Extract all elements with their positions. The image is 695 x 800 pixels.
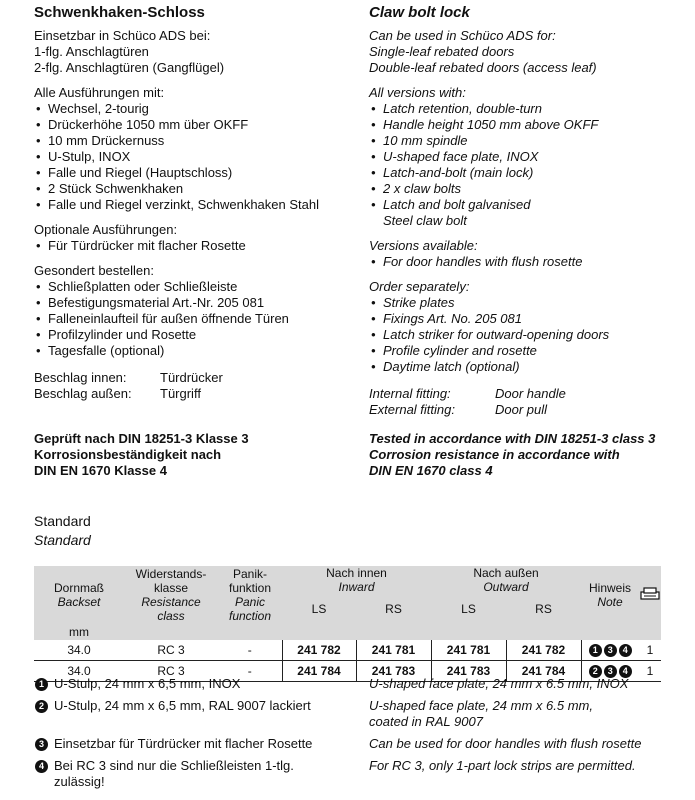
- cell-outward-rs: 241 782: [506, 640, 581, 661]
- printer-icon: [639, 587, 661, 601]
- cell-resistance: RC 3: [124, 640, 218, 661]
- col-outward: [431, 566, 581, 594]
- tested-de: [34, 431, 354, 479]
- fitting-value: Door handle: [495, 386, 566, 401]
- list-item: • U-Stulp, INOX: [34, 149, 354, 165]
- list-item: • Handle height 1050 mm above OKFF: [369, 117, 689, 133]
- note-marker: 4: [35, 760, 48, 773]
- intro-line: Double-leaf rebated doors (access leaf): [369, 60, 597, 75]
- list-item: • Latch retention, double-turn: [369, 101, 689, 117]
- list-item: • Latch-and-bolt (main lock): [369, 165, 689, 181]
- tested-line: DIN EN 1670 class 4: [369, 463, 493, 478]
- intro-line: 1-flg. Anschlagtüren: [34, 44, 149, 59]
- intro-line: Single-leaf rebated doors: [369, 44, 515, 59]
- tested-en: [369, 431, 689, 479]
- intro-line: 2-flg. Anschlagtüren (Gangflügel): [34, 60, 225, 75]
- list-item: • 2 Stück Schwenkhaken: [34, 181, 354, 197]
- list-item: • Fixings Art. No. 205 081: [369, 311, 689, 327]
- footnote-en: For RC 3, only 1-part lock strips are permitted.: [369, 758, 636, 773]
- col-outward-ls: LS: [431, 594, 506, 624]
- optional-en: [369, 238, 689, 270]
- fitting-value: Türdrücker: [160, 370, 223, 385]
- footnote-de: U-Stulp, 24 mm x 6,5 mm, INOX: [54, 676, 241, 691]
- cell-inward-rs: 241 781: [356, 640, 431, 661]
- footnote-de: U-Stulp, 24 mm x 6,5 mm, RAL 9007 lackiert: [54, 698, 311, 713]
- table-row: [34, 640, 661, 661]
- header-text: Panik-: [232, 567, 267, 581]
- header-text: Note: [597, 595, 623, 609]
- list-item: • Falle und Riegel (Hauptschloss): [34, 165, 354, 181]
- cell-backset: 34.0: [34, 661, 124, 682]
- list-item: • Falle und Riegel verzinkt, Schwenkhaken Stahl: [34, 197, 354, 213]
- header-text: Dornmaß: [53, 581, 104, 595]
- cell-notes: [581, 640, 639, 661]
- note-marker: 2: [35, 700, 48, 713]
- list-item: • Falleneinlaufteil für außen öffnende Türen: [34, 311, 354, 327]
- cell-panic: -: [218, 661, 282, 682]
- note-marker: 4: [619, 665, 632, 678]
- footnote-en: U-shaped face plate, 24 mm x 6.5 mm, INOX: [369, 676, 629, 691]
- title-de: Schwenkhaken-Schloss: [34, 4, 205, 21]
- list-item: • Für Türdrücker mit flacher Rosette: [34, 238, 354, 254]
- fitting-label: Beschlag innen:: [34, 370, 127, 385]
- tested-line: DIN EN 1670 Klasse 4: [34, 463, 167, 478]
- standard-en: Standard: [34, 532, 91, 548]
- header-text: Resistance: [141, 595, 201, 609]
- col-inward: [282, 566, 431, 594]
- tested-line: Korrosionsbeständigkeit nach: [34, 447, 222, 462]
- note-marker: 1: [35, 678, 48, 691]
- footnote: [34, 758, 674, 790]
- cell-inward-rs: 241 783: [356, 661, 431, 682]
- footnotes: [34, 676, 674, 796]
- footnote: [34, 676, 674, 692]
- cell-outward-ls: 241 781: [431, 640, 506, 661]
- list-item: [369, 197, 689, 229]
- spec-table: [34, 566, 661, 682]
- printer-icon: [639, 566, 661, 624]
- col-inward-rs: RS: [356, 594, 431, 624]
- col-note: [581, 566, 639, 624]
- cell-inward-ls: 241 782: [282, 640, 356, 661]
- fitting-en: [369, 386, 689, 418]
- note-marker: 1: [589, 644, 602, 657]
- fitting-value: Door pull: [495, 402, 548, 417]
- section-heading: Gesondert bestellen:: [34, 263, 154, 278]
- footnote: [34, 736, 674, 752]
- fitting-value: Türgriff: [160, 386, 201, 401]
- footnote-de: Einsetzbar für Türdrücker mit flacher Rosette: [54, 736, 313, 751]
- list-item: • 10 mm Drückernuss: [34, 133, 354, 149]
- section-heading: All versions with:: [369, 85, 466, 100]
- unit-mm: mm: [34, 624, 124, 640]
- standard-de: Standard: [34, 513, 91, 529]
- cell-qty: 1: [639, 661, 661, 682]
- english-column: [369, 0, 689, 479]
- col-backset: [34, 566, 124, 624]
- intro-en: [369, 28, 689, 76]
- header-text: funktion: [228, 581, 272, 595]
- list-item: • Daytime latch (optional): [369, 359, 689, 375]
- intro-line: Can be used in Schüco ADS for:: [369, 28, 556, 43]
- list-item: • Drückerhöhe 1050 mm über OKFF: [34, 117, 354, 133]
- col-panic: [218, 566, 282, 624]
- note-marker: 3: [604, 644, 617, 657]
- col-resistance: [124, 566, 218, 624]
- cell-inward-ls: 241 784: [282, 661, 356, 682]
- title-en: Claw bolt lock: [369, 4, 470, 21]
- cell-outward-rs: 241 784: [506, 661, 581, 682]
- header-text: Widerstands-: [135, 567, 207, 581]
- note-marker: 3: [604, 665, 617, 678]
- list-item: • Profilzylinder und Rosette: [34, 327, 354, 343]
- optional-de: [34, 222, 354, 254]
- list-item: • For door handles with flush rosette: [369, 254, 689, 270]
- footnote-en: Can be used for door handles with flush rosette: [369, 736, 642, 751]
- section-heading: Order separately:: [369, 279, 470, 294]
- header-text: Inward: [338, 580, 375, 594]
- all-versions-de: [34, 85, 354, 213]
- list-item: • Befestigungsmaterial Art.-Nr. 205 081: [34, 295, 354, 311]
- list-item-line: Latch and bolt galvanised: [383, 197, 531, 212]
- footnote-en: U-shaped face plate, 24 mm x 6.5 mm, coated in RAL 9007: [369, 698, 593, 729]
- note-marker: 3: [35, 738, 48, 751]
- col-outward-rs: RS: [506, 594, 581, 624]
- section-heading: Alle Ausführungen mit:: [34, 85, 165, 100]
- note-marker: 4: [619, 644, 632, 657]
- header-text: Backset: [57, 595, 101, 609]
- header-text: klasse: [153, 581, 188, 595]
- standard-heading: [34, 512, 91, 550]
- fitting-label: External fitting:: [369, 402, 455, 417]
- fitting-label: Beschlag außen:: [34, 386, 132, 401]
- cell-panic: -: [218, 640, 282, 661]
- list-item: • 2 x claw bolts: [369, 181, 689, 197]
- all-versions-en: [369, 85, 689, 229]
- list-item: • Wechsel, 2-tourig: [34, 101, 354, 117]
- section-heading: Versions available:: [369, 238, 478, 253]
- header-text: Panic: [234, 595, 266, 609]
- cell-resistance: RC 3: [124, 661, 218, 682]
- order-de: [34, 263, 354, 359]
- list-item: • Strike plates: [369, 295, 689, 311]
- list-item: • U-shaped face plate, INOX: [369, 149, 689, 165]
- col-inward-ls: LS: [282, 594, 356, 624]
- header-text: Outward: [483, 580, 529, 594]
- cell-qty: 1: [639, 640, 661, 661]
- tested-line: Tested in accordance with DIN 18251-3 class 3: [369, 431, 656, 446]
- list-item: • 10 mm spindle: [369, 133, 689, 149]
- section-heading: Optionale Ausführungen:: [34, 222, 178, 237]
- header-text: Nach innen: [326, 566, 387, 580]
- list-item: • Tagesfalle (optional): [34, 343, 354, 359]
- cell-backset: 34.0: [34, 640, 124, 661]
- list-item: • Schließplatten oder Schließleiste: [34, 279, 354, 295]
- header-text: function: [228, 609, 272, 623]
- header-text: Hinweis: [588, 581, 631, 595]
- cell-outward-ls: 241 783: [431, 661, 506, 682]
- fitting-de: [34, 370, 354, 402]
- german-column: [34, 0, 354, 479]
- list-item: • Profile cylinder and rosette: [369, 343, 689, 359]
- note-marker: 2: [589, 665, 602, 678]
- header-text: class: [157, 609, 185, 623]
- intro-de: [34, 28, 354, 76]
- list-item: • Latch striker for outward-opening doors: [369, 327, 689, 343]
- tested-line: Geprüft nach DIN 18251-3 Klasse 3: [34, 431, 249, 446]
- footnote: [34, 698, 674, 730]
- header-text: Nach außen: [473, 566, 539, 580]
- tested-line: Corrosion resistance in accordance with: [369, 447, 620, 462]
- intro-line: Einsetzbar in Schüco ADS bei:: [34, 28, 211, 43]
- fitting-label: Internal fitting:: [369, 386, 451, 401]
- order-en: [369, 279, 689, 375]
- list-item-line: Steel claw bolt: [383, 213, 467, 228]
- footnote-de: Bei RC 3 sind nur die Schließleisten 1-tlg. zulässig!: [54, 758, 294, 789]
